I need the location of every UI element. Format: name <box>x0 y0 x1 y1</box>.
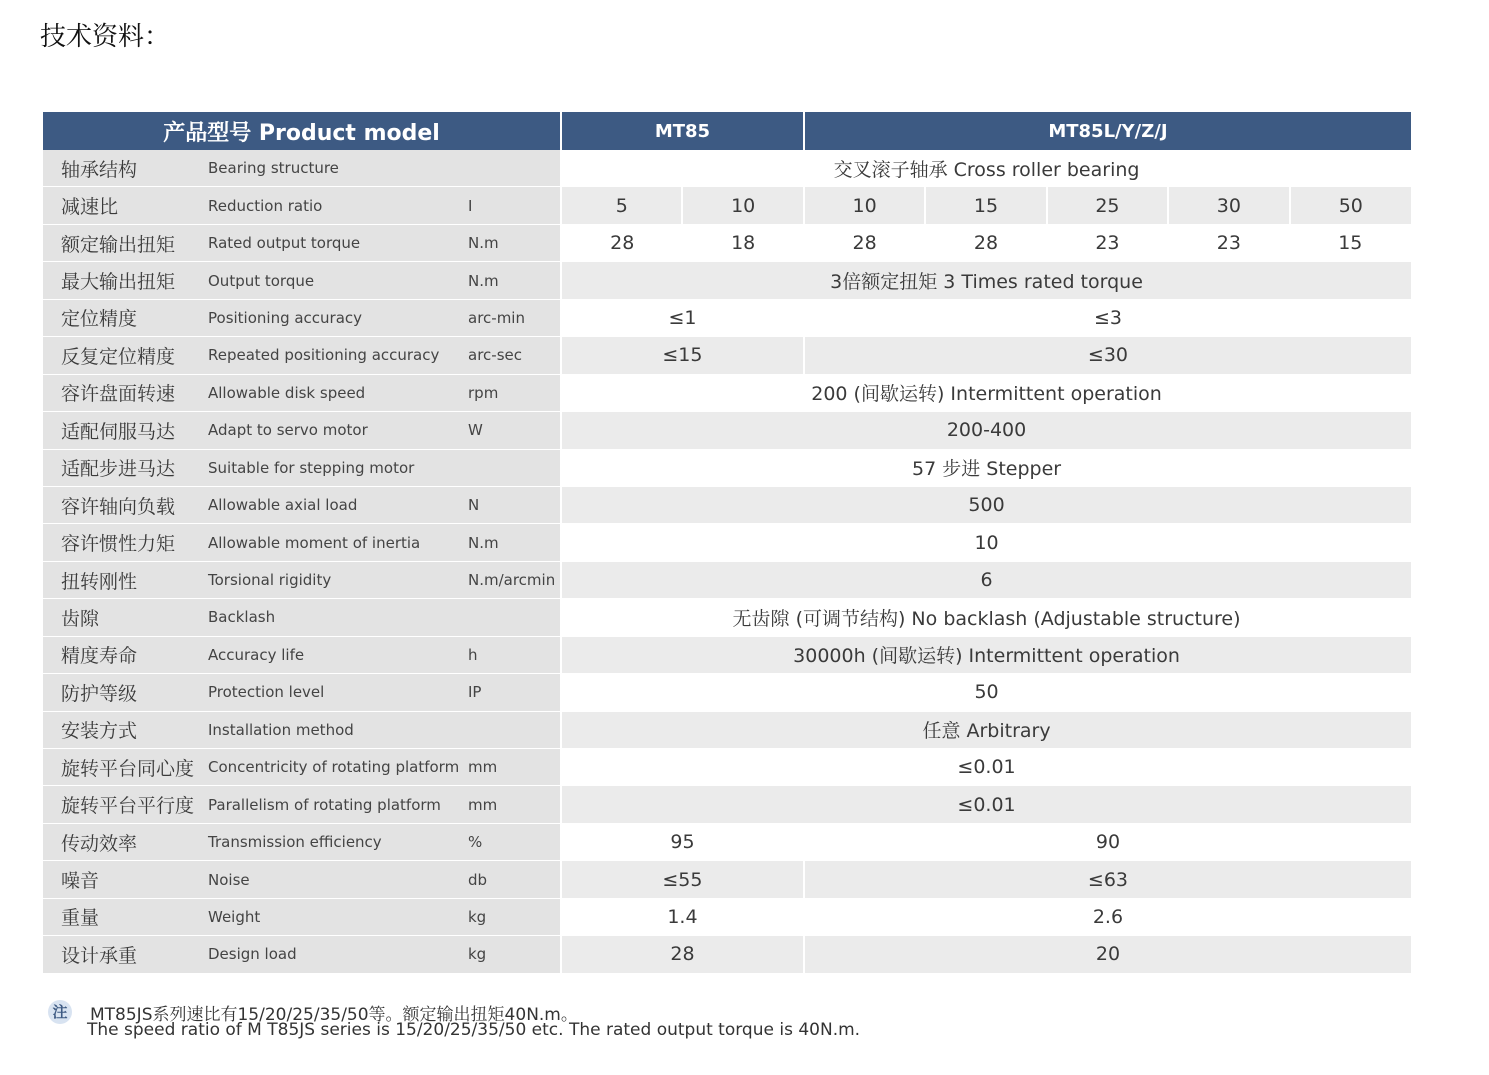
value-cell: 23 <box>1168 224 1289 261</box>
value-cell: 50 <box>1290 187 1411 224</box>
row-reduction-ratio <box>43 187 1411 224</box>
value-cell: 95 <box>561 823 804 860</box>
spec-table <box>43 112 1411 974</box>
value-cell: ≤30 <box>804 337 1411 374</box>
row-noise <box>43 861 1411 898</box>
row-label-cn: 容许轴向负载 <box>43 486 196 523</box>
row-parallelism <box>43 786 1411 823</box>
row-label-en: Allowable disk speed <box>196 374 460 411</box>
row-unit: W <box>460 412 561 449</box>
row-label-en: Parallelism of rotating platform <box>196 786 460 823</box>
value-cell: ≤1 <box>561 299 804 336</box>
row-transmission-efficiency <box>43 823 1411 860</box>
value-cell: 50 <box>561 674 1411 711</box>
row-torsional-rigidity <box>43 561 1411 598</box>
value-cell: ≤3 <box>804 299 1411 336</box>
row-unit: kg <box>460 936 561 973</box>
value-cell: 无齿隙 (可调节结构) No backlash (Adjustable structure) <box>561 599 1411 636</box>
row-unit: mm <box>460 786 561 823</box>
row-label-en: Adapt to servo motor <box>196 412 460 449</box>
row-unit: db <box>460 861 561 898</box>
value-cell: 30 <box>1168 187 1289 224</box>
value-cell: 500 <box>561 486 1411 523</box>
row-label-cn: 重量 <box>43 898 196 935</box>
note-icon: 注 <box>48 1000 72 1024</box>
row-accuracy-life <box>43 636 1411 673</box>
row-unit: N.m <box>460 524 561 561</box>
value-cell: 200-400 <box>561 412 1411 449</box>
table-header-row <box>43 112 1411 150</box>
row-label-en: Rated output torque <box>196 224 460 261</box>
row-label-en: Transmission efficiency <box>196 823 460 860</box>
value-cell: 28 <box>925 224 1046 261</box>
row-label-cn: 旋转平台平行度 <box>43 786 196 823</box>
row-label-en: Accuracy life <box>196 636 460 673</box>
row-label-en: Backlash <box>196 599 460 636</box>
header-model-mt85: MT85 <box>561 112 804 150</box>
row-label-cn: 噪音 <box>43 861 196 898</box>
row-label-en: Allowable axial load <box>196 486 460 523</box>
row-label-cn: 轴承结构 <box>43 150 196 187</box>
row-stepping-motor <box>43 449 1411 486</box>
row-label-cn: 适配步进马达 <box>43 449 196 486</box>
row-axial-load <box>43 486 1411 523</box>
value-cell: 15 <box>1290 224 1411 261</box>
value-cell: 30000h (间歇运转) Intermittent operation <box>561 636 1411 673</box>
value-cell: ≤55 <box>561 861 804 898</box>
value-cell: ≤0.01 <box>561 749 1411 786</box>
row-backlash <box>43 599 1411 636</box>
row-unit: N.m <box>460 224 561 261</box>
row-label-cn: 旋转平台同心度 <box>43 749 196 786</box>
row-label-en: Output torque <box>196 262 460 299</box>
row-label-en: Protection level <box>196 674 460 711</box>
row-unit <box>460 711 561 748</box>
value-cell: ≤15 <box>561 337 804 374</box>
value-cell: 15 <box>925 187 1046 224</box>
value-cell: 交叉滚子轴承 Cross roller bearing <box>561 150 1411 187</box>
value-cell: 任意 Arbitrary <box>561 711 1411 748</box>
row-unit <box>460 449 561 486</box>
row-unit <box>460 150 561 187</box>
row-label-en: Weight <box>196 898 460 935</box>
row-label-en: Suitable for stepping motor <box>196 449 460 486</box>
row-design-load <box>43 936 1411 973</box>
note-line-en: The speed ratio of M T85JS series is 15/20/25/35/50 etc. The rated output torque is 40N.m. <box>87 1020 861 1040</box>
row-label-en: Bearing structure <box>196 150 460 187</box>
page-heading: 技术资料： <box>40 22 171 52</box>
value-cell: 18 <box>682 224 803 261</box>
row-concentricity <box>43 749 1411 786</box>
row-allowable-disk-speed <box>43 374 1411 411</box>
value-cell: ≤63 <box>804 861 1411 898</box>
row-output-torque <box>43 262 1411 299</box>
row-unit: N <box>460 486 561 523</box>
note-line-cn: MT85JS系列速比有15/20/25/35/50等。额定输出扭矩40N.m。 <box>90 1005 578 1025</box>
row-unit: N.m/arcmin <box>460 561 561 598</box>
row-weight <box>43 898 1411 935</box>
row-label-en: Design load <box>196 936 460 973</box>
row-unit: kg <box>460 898 561 935</box>
row-unit: mm <box>460 749 561 786</box>
row-installation-method <box>43 711 1411 748</box>
value-cell: 23 <box>1047 224 1168 261</box>
value-cell: 10 <box>682 187 803 224</box>
row-moment-of-inertia <box>43 524 1411 561</box>
row-unit: arc-min <box>460 299 561 336</box>
row-label-cn: 定位精度 <box>43 299 196 336</box>
row-label-cn: 适配伺服马达 <box>43 412 196 449</box>
row-unit: I <box>460 187 561 224</box>
row-unit: N.m <box>460 262 561 299</box>
row-label-en: Torsional rigidity <box>196 561 460 598</box>
value-cell: 200 (间歇运转) Intermittent operation <box>561 374 1411 411</box>
row-bearing-structure <box>43 150 1411 187</box>
value-cell: 20 <box>804 936 1411 973</box>
value-cell: 3倍额定扭矩 3 Times rated torque <box>561 262 1411 299</box>
value-cell: 25 <box>1047 187 1168 224</box>
row-unit: IP <box>460 674 561 711</box>
row-label-cn: 减速比 <box>43 187 196 224</box>
row-label-cn: 扭转刚性 <box>43 561 196 598</box>
row-label-cn: 传动效率 <box>43 823 196 860</box>
row-label-cn: 额定输出扭矩 <box>43 224 196 261</box>
row-label-cn: 防护等级 <box>43 674 196 711</box>
value-cell: 57 步进 Stepper <box>561 449 1411 486</box>
row-label-en: Repeated positioning accuracy <box>196 337 460 374</box>
row-label-cn: 容许惯性力矩 <box>43 524 196 561</box>
row-unit: rpm <box>460 374 561 411</box>
value-cell: 10 <box>804 187 925 224</box>
row-protection-level <box>43 674 1411 711</box>
value-cell: 10 <box>561 524 1411 561</box>
row-unit <box>460 599 561 636</box>
row-label-cn: 最大输出扭矩 <box>43 262 196 299</box>
value-cell: 5 <box>561 187 682 224</box>
row-unit: % <box>460 823 561 860</box>
value-cell: 28 <box>561 224 682 261</box>
value-cell: 6 <box>561 561 1411 598</box>
value-cell: 1.4 <box>561 898 804 935</box>
row-positioning-accuracy <box>43 299 1411 336</box>
row-label-cn: 安装方式 <box>43 711 196 748</box>
header-model-mt85lyzj: MT85L/Y/Z/J <box>804 112 1411 150</box>
row-label-cn: 容许盘面转速 <box>43 374 196 411</box>
row-repeated-positioning-accuracy <box>43 337 1411 374</box>
row-label-en: Allowable moment of inertia <box>196 524 460 561</box>
row-label-cn: 设计承重 <box>43 936 196 973</box>
header-product-model: 产品型号 Product model <box>43 112 561 150</box>
value-cell: 2.6 <box>804 898 1411 935</box>
value-cell: 28 <box>561 936 804 973</box>
row-label-en: Concentricity of rotating platform <box>196 749 460 786</box>
row-label-cn: 精度寿命 <box>43 636 196 673</box>
row-unit: h <box>460 636 561 673</box>
value-cell: 28 <box>804 224 925 261</box>
row-rated-output-torque <box>43 224 1411 261</box>
value-cell: 90 <box>804 823 1411 860</box>
row-label-en: Noise <box>196 861 460 898</box>
row-label-en: Reduction ratio <box>196 187 460 224</box>
row-servo-motor <box>43 412 1411 449</box>
value-cell: ≤0.01 <box>561 786 1411 823</box>
row-label-en: Positioning accuracy <box>196 299 460 336</box>
row-label-cn: 齿隙 <box>43 599 196 636</box>
row-label-en: Installation method <box>196 711 460 748</box>
row-unit: arc-sec <box>460 337 561 374</box>
row-label-cn: 反复定位精度 <box>43 337 196 374</box>
